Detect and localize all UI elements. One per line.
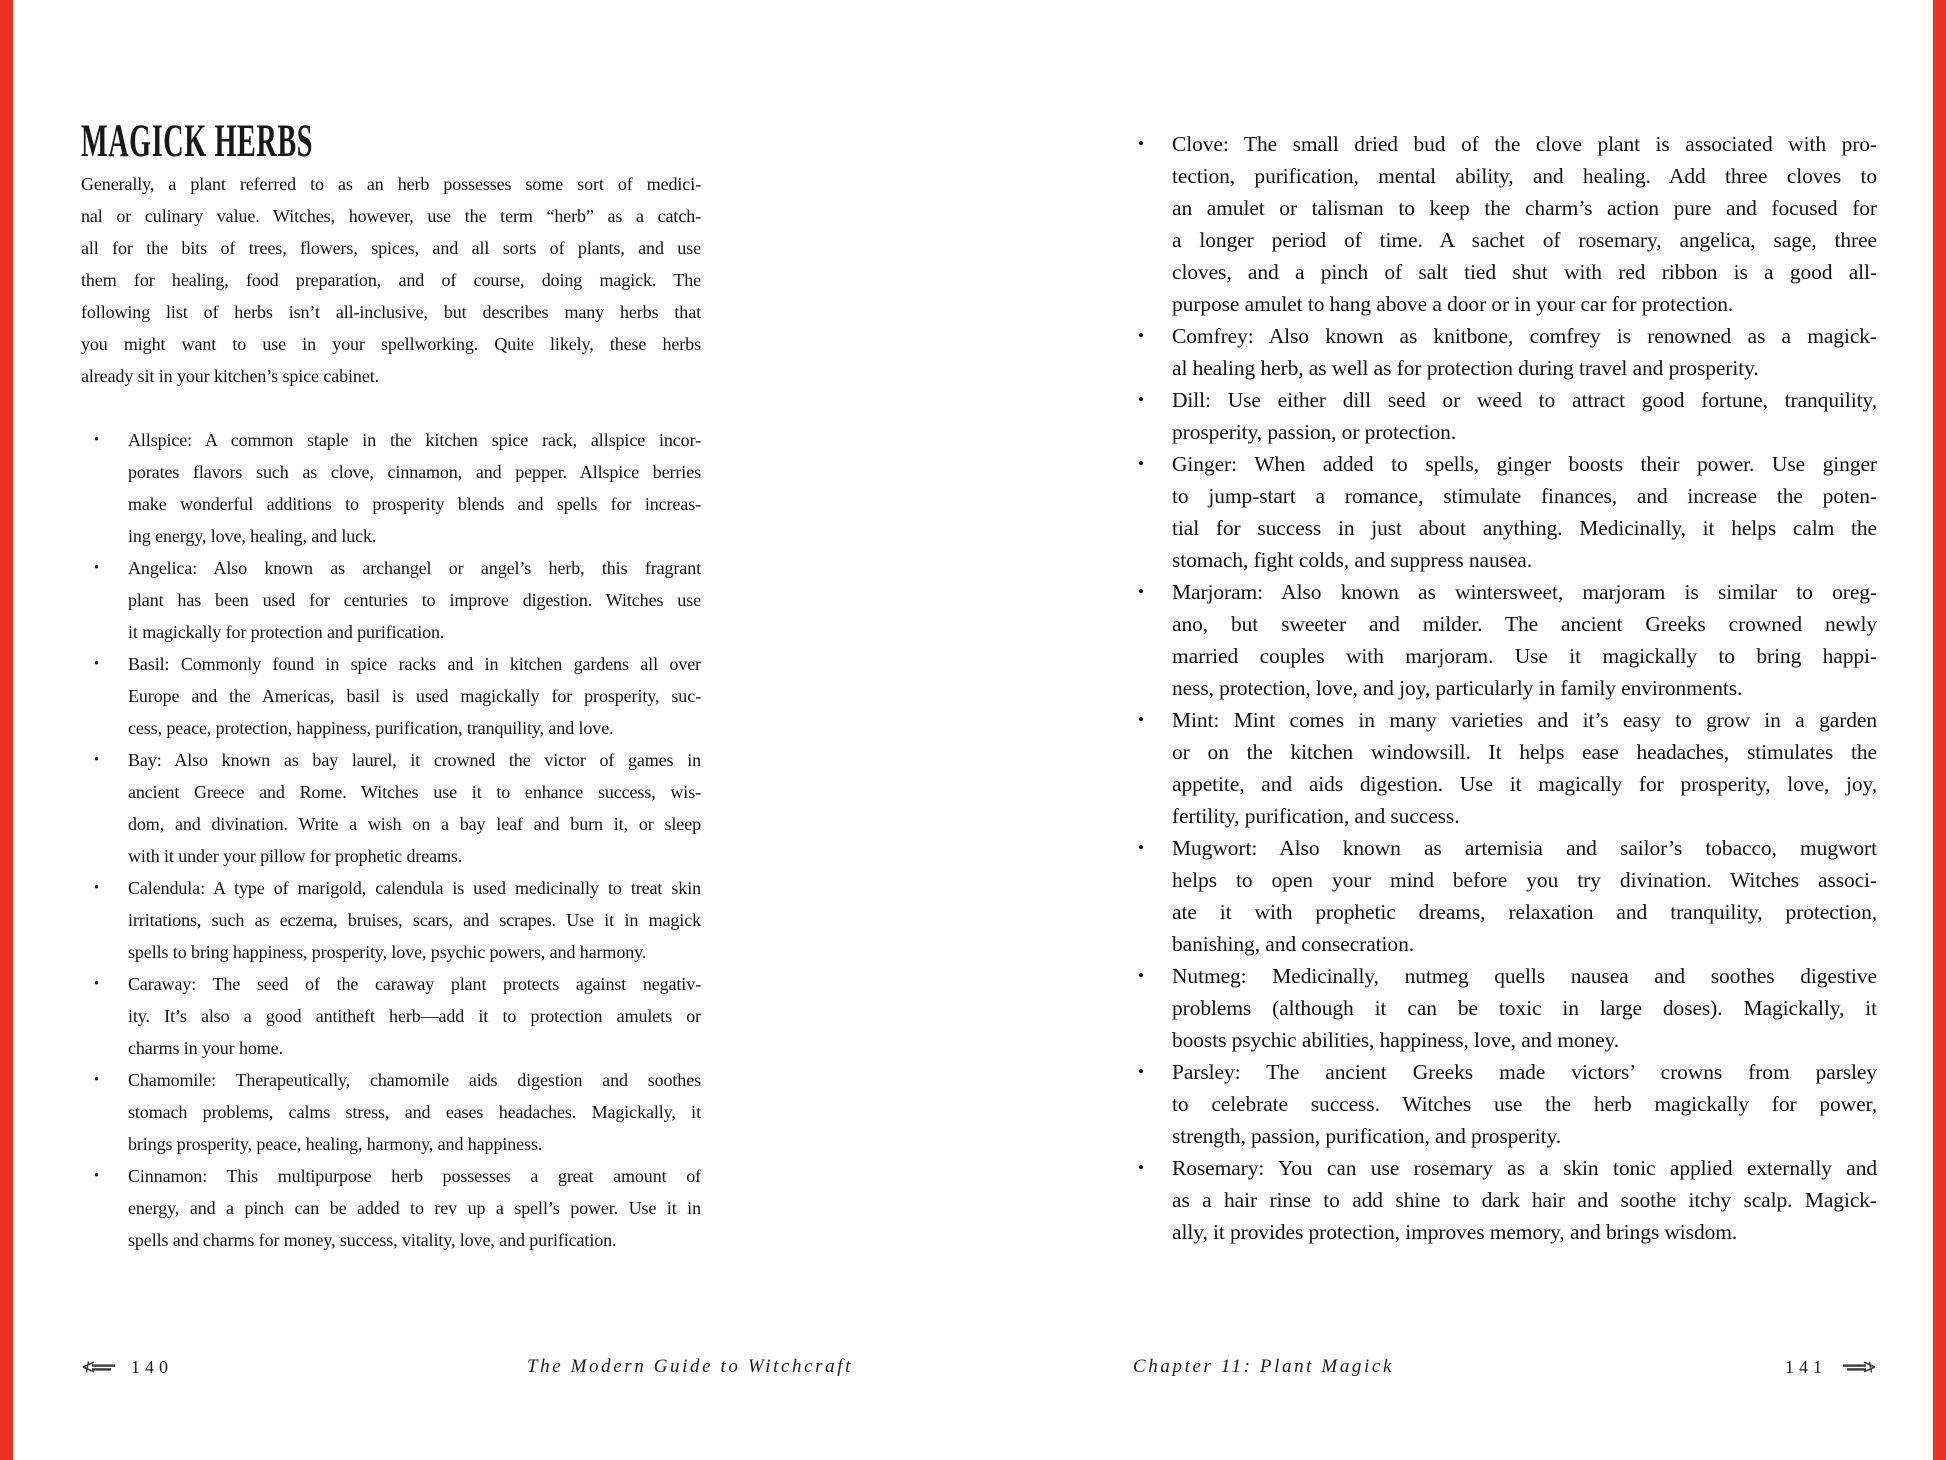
chapter-title: Chapter 11: Plant Magick: [1133, 1356, 1394, 1377]
text-line: ing energy, love, healing, and luck.: [128, 526, 377, 546]
text-line: helps to open your mind before you try divination. Witches associ-: [1172, 868, 1877, 892]
text-line: stomach problems, calms stress, and eases headaches. Magickally, it: [128, 1102, 701, 1122]
text-line: Mint: Mint comes in many varieties and it’s easy to grow in a garden: [1172, 708, 1877, 732]
herb-entry-ginger: [1133, 448, 1877, 576]
text-line: tial for success in just about anything. Medicinally, it helps calm the: [1172, 516, 1877, 540]
text-line: already sit in your kitchen’s spice cabinet.: [81, 366, 380, 386]
herb-entry-marjoram: [1133, 576, 1877, 704]
arrow-ornament-icon: [81, 1360, 117, 1374]
text-line: Cinnamon: This multipurpose herb possesses a great amount of: [128, 1166, 701, 1186]
herb-entry-text: [128, 968, 701, 1064]
bullet-icon: •: [94, 880, 100, 896]
herb-entry-allspice: [81, 424, 701, 552]
text-line: irritations, such as eczema, bruises, scars, and scrapes. Use it in magick: [128, 910, 701, 930]
text-line: to jump-start a romance, stimulate finances, and increase the poten-: [1172, 484, 1877, 508]
herb-list-right: [1133, 128, 1877, 1248]
text-line: cloves, and a pinch of salt tied shut with red ribbon is a good all-: [1172, 260, 1877, 284]
herb-entry-bay: [81, 744, 701, 872]
text-line: plant has been used for centuries to improve digestion. Witches use: [128, 590, 701, 610]
text-line: Angelica: Also known as archangel or angel’s herb, this fragrant: [128, 558, 701, 578]
herb-entry-mugwort: [1133, 832, 1877, 960]
text-line: Dill: Use either dill seed or weed to attract good fortune, tranquility,: [1172, 388, 1877, 412]
herb-entry-chamomile: [81, 1064, 701, 1160]
text-line: porates flavors such as clove, cinnamon, and pepper. Allspice berries: [128, 462, 701, 482]
text-line: make wonderful additions to prosperity blends and spells for increas-: [128, 494, 701, 514]
book-edge-right: [1933, 0, 1946, 1460]
herb-entry-comfrey: [1133, 320, 1877, 384]
herb-entry-text: [128, 648, 701, 744]
text-line: Mugwort: Also known as artemisia and sailor’s tobacco, mugwort: [1172, 836, 1877, 860]
herb-entry-text: [128, 744, 701, 872]
text-line: stomach, fight colds, and suppress nausea.: [1172, 548, 1533, 572]
text-line: spells and charms for money, success, vitality, love, and purification.: [128, 1230, 617, 1250]
herb-entry-cinnamon: [81, 1160, 701, 1256]
text-line: prosperity, passion, or protection.: [1172, 420, 1457, 444]
bullet-icon: •: [94, 1072, 100, 1088]
bullet-icon: •: [94, 656, 100, 672]
herb-entry-nutmeg: [1133, 960, 1877, 1056]
text-line: Ginger: When added to spells, ginger boosts their power. Use ginger: [1172, 452, 1877, 476]
right-page: [1133, 0, 1877, 1248]
text-line: a longer period of time. A sachet of rosemary, angelica, sage, three: [1172, 228, 1877, 252]
bullet-icon: •: [1138, 838, 1145, 857]
herb-entry-rosemary: [1133, 1152, 1877, 1248]
left-page: [81, 0, 701, 1256]
text-line: purpose amulet to hang above a door or in your car for protection.: [1172, 292, 1734, 316]
bullet-icon: •: [1138, 454, 1145, 473]
text-line: ano, but sweeter and milder. The ancient Greeks crowned newly: [1172, 612, 1877, 636]
text-line: Allspice: A common staple in the kitchen spice rack, allspice incor-: [128, 430, 701, 450]
text-line: ness, protection, love, and joy, particularly in family environments.: [1172, 676, 1743, 700]
text-line: boosts psychic abilities, happiness, love, and money.: [1172, 1028, 1620, 1052]
arrow-ornament-icon: [1841, 1360, 1877, 1374]
text-line: appetite, and aids digestion. Use it magically for prosperity, love, joy,: [1172, 772, 1877, 796]
text-line: with it under your pillow for prophetic dreams.: [128, 846, 463, 866]
herb-entry-text: [1172, 1056, 1877, 1152]
text-line: Rosemary: You can use rosemary as a skin tonic applied externally and: [1172, 1156, 1877, 1180]
text-line: Basil: Commonly found in spice racks and in kitchen gardens all over: [128, 654, 701, 674]
bullet-icon: •: [94, 560, 100, 576]
bullet-icon: •: [1138, 966, 1145, 985]
text-line: or on the kitchen windowsill. It helps ease headaches, stimulates the: [1172, 740, 1877, 764]
herb-entry-text: [1172, 320, 1877, 384]
bullet-icon: •: [1138, 710, 1145, 729]
herb-entry-angelica: [81, 552, 701, 648]
right-folio: [1785, 1357, 1877, 1378]
book-title: The Modern Guide to Witchcraft: [526, 1356, 853, 1377]
bullet-icon: •: [1138, 134, 1145, 153]
text-line: as a hair rinse to add shine to dark hair and soothe itchy scalp. Magick-: [1172, 1188, 1877, 1212]
herb-entry-basil: [81, 648, 701, 744]
text-line: brings prosperity, peace, healing, harmony, and happiness.: [128, 1134, 543, 1154]
text-line: Europe and the Americas, basil is used magickally for prosperity, suc-: [128, 686, 701, 706]
text-line: strength, passion, purification, and prosperity.: [1172, 1124, 1562, 1148]
herb-list-left: [81, 424, 701, 1256]
text-line: Caraway: The seed of the caraway plant protects against negativ-: [128, 974, 701, 994]
text-line: fertility, purification, and success.: [1172, 804, 1460, 828]
text-line: ally, it provides protection, improves memory, and brings wisdom.: [1172, 1220, 1738, 1244]
text-line: problems (although it can be toxic in large doses). Magickally, it: [1172, 996, 1877, 1020]
bullet-icon: •: [94, 1168, 100, 1184]
text-line: them for healing, food preparation, and of course, doing magick. The: [81, 270, 701, 290]
herb-entry-calendula: [81, 872, 701, 968]
text-line: nal or culinary value. Witches, however, use the term “herb” as a catch-: [81, 206, 701, 226]
text-line: tection, purification, mental ability, and healing. Add three cloves to: [1172, 164, 1877, 188]
bullet-icon: •: [1138, 582, 1145, 601]
text-line: all for the bits of trees, flowers, spices, and all sorts of plants, and use: [81, 238, 701, 258]
text-line: banishing, and consecration.: [1172, 932, 1414, 956]
herb-entry-caraway: [81, 968, 701, 1064]
text-line: Chamomile: Therapeutically, chamomile aids digestion and soothes: [128, 1070, 701, 1090]
book-edge-left: [0, 0, 13, 1460]
herb-entry-text: [1172, 960, 1877, 1056]
bullet-icon: •: [94, 432, 100, 448]
herb-entry-text: [128, 1064, 701, 1160]
herb-entry-mint: [1133, 704, 1877, 832]
text-line: dom, and divination. Write a wish on a bay leaf and burn it, or sleep: [128, 814, 701, 834]
bullet-icon: •: [1138, 1062, 1145, 1081]
text-line: Clove: The small dried bud of the clove plant is associated with pro-: [1172, 132, 1877, 156]
text-line: ate it with prophetic dreams, relaxation and tranquility, protection,: [1172, 900, 1877, 924]
section-title: MAGICK HERBS: [81, 115, 314, 167]
text-line: it magickally for protection and purification.: [128, 622, 445, 642]
text-line: married couples with marjoram. Use it magickally to bring happi-: [1172, 644, 1877, 668]
text-line: Parsley: The ancient Greeks made victors’ crowns from parsley: [1172, 1060, 1877, 1084]
text-line: Comfrey: Also known as knitbone, comfrey is renowned as a magick-: [1172, 324, 1877, 348]
text-line: energy, and a pinch can be added to rev up a spell’s power. Use it in: [128, 1198, 701, 1218]
left-page-footer: [81, 1352, 853, 1382]
text-line: an amulet or talisman to keep the charm’s action pure and focused for: [1172, 196, 1877, 220]
text-line: ity. It’s also a good antitheft herb—add it to protection amulets or: [128, 1006, 701, 1026]
herb-entry-text: [1172, 384, 1877, 448]
intro-paragraph: [81, 168, 701, 392]
text-line: to celebrate success. Witches use the herb magickally for power,: [1172, 1092, 1877, 1116]
herb-entry-dill: [1133, 384, 1877, 448]
text-line: al healing herb, as well as for protection during travel and prosperity.: [1172, 356, 1759, 380]
herb-entry-text: [128, 424, 701, 552]
text-line: Marjoram: Also known as wintersweet, marjoram is similar to oreg-: [1172, 580, 1877, 604]
text-line: charms in your home.: [128, 1038, 283, 1058]
text-line: Bay: Also known as bay laurel, it crowned the victor of games in: [128, 750, 701, 770]
herb-entry-text: [128, 872, 701, 968]
bullet-icon: •: [1138, 1158, 1145, 1177]
right-page-footer: [1133, 1352, 1877, 1382]
text-line: ancient Greece and Rome. Witches use it to enhance success, wis-: [128, 782, 701, 802]
page-number-left: 140: [131, 1356, 173, 1377]
herb-entry-text: [128, 552, 701, 648]
herb-entry-text: [1172, 704, 1877, 832]
left-folio: [81, 1357, 173, 1378]
text-line: Generally, a plant referred to as an herb possesses some sort of medici-: [81, 174, 701, 194]
herb-entry-text: [128, 1160, 701, 1256]
page-number-right: 141: [1785, 1356, 1827, 1377]
text-line: you might want to use in your spellworking. Quite likely, these herbs: [81, 334, 701, 354]
herb-entry-text: [1172, 448, 1877, 576]
text-line: spells to bring happiness, prosperity, love, psychic powers, and harmony.: [128, 942, 647, 962]
bullet-icon: •: [94, 976, 100, 992]
herb-entry-parsley: [1133, 1056, 1877, 1152]
text-line: following list of herbs isn’t all-inclusive, but describes many herbs that: [81, 302, 701, 322]
bullet-icon: •: [1138, 326, 1145, 345]
herb-entry-text: [1172, 1152, 1877, 1248]
herb-entry-text: [1172, 576, 1877, 704]
herb-entry-clove: [1133, 128, 1877, 320]
text-line: Calendula: A type of marigold, calendula is used medicinally to treat skin: [128, 878, 701, 898]
bullet-icon: •: [94, 752, 100, 768]
text-line: Nutmeg: Medicinally, nutmeg quells nausea and soothes digestive: [1172, 964, 1877, 988]
herb-entry-text: [1172, 128, 1877, 320]
herb-entry-text: [1172, 832, 1877, 960]
text-line: cess, peace, protection, happiness, purification, tranquility, and love.: [128, 718, 614, 738]
bullet-icon: •: [1138, 390, 1145, 409]
